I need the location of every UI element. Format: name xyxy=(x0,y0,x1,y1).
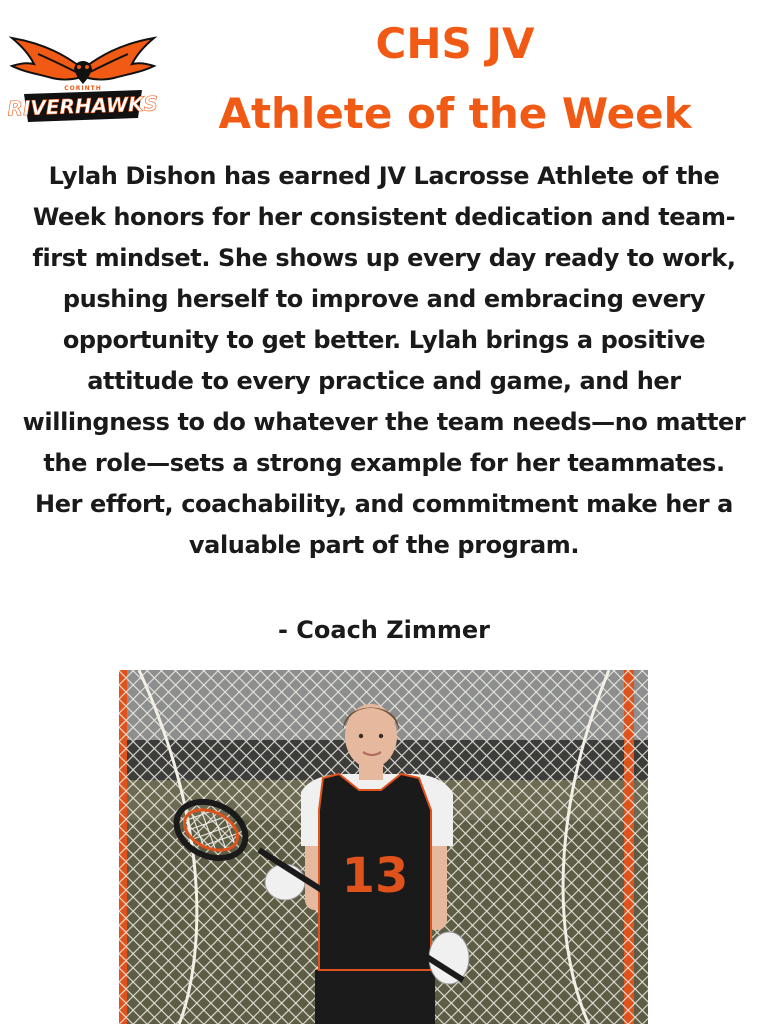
page-title-line-2: Athlete of the Week xyxy=(218,89,692,138)
coach-signature: - Coach Zimmer xyxy=(277,616,491,644)
logo-school-text: CORINTH xyxy=(64,85,102,92)
article-text: Lylah Dishon has earned JV Lacrosse Athlete of the Week honors for her consistent dedication and team-first mindset. She shows up every day ready to work, pushing herself to improve and embracing every opportunity to get better. Lylah brings a positive attitude to every practice and game, and her willingness to do whatever the team needs—no matter the role—sets a strong example for her teammates. Her effort, coachability, and commitment make her a valuable part of the program. xyxy=(22,162,746,559)
logo-team-text: RIVERHAWKS xyxy=(8,91,158,121)
jersey-number: 13 xyxy=(341,848,409,904)
athlete-photo xyxy=(119,670,648,1024)
hawk-head xyxy=(74,61,92,84)
riverhawks-logo xyxy=(8,34,158,126)
page-title-line-1: CHS JV xyxy=(375,19,535,68)
